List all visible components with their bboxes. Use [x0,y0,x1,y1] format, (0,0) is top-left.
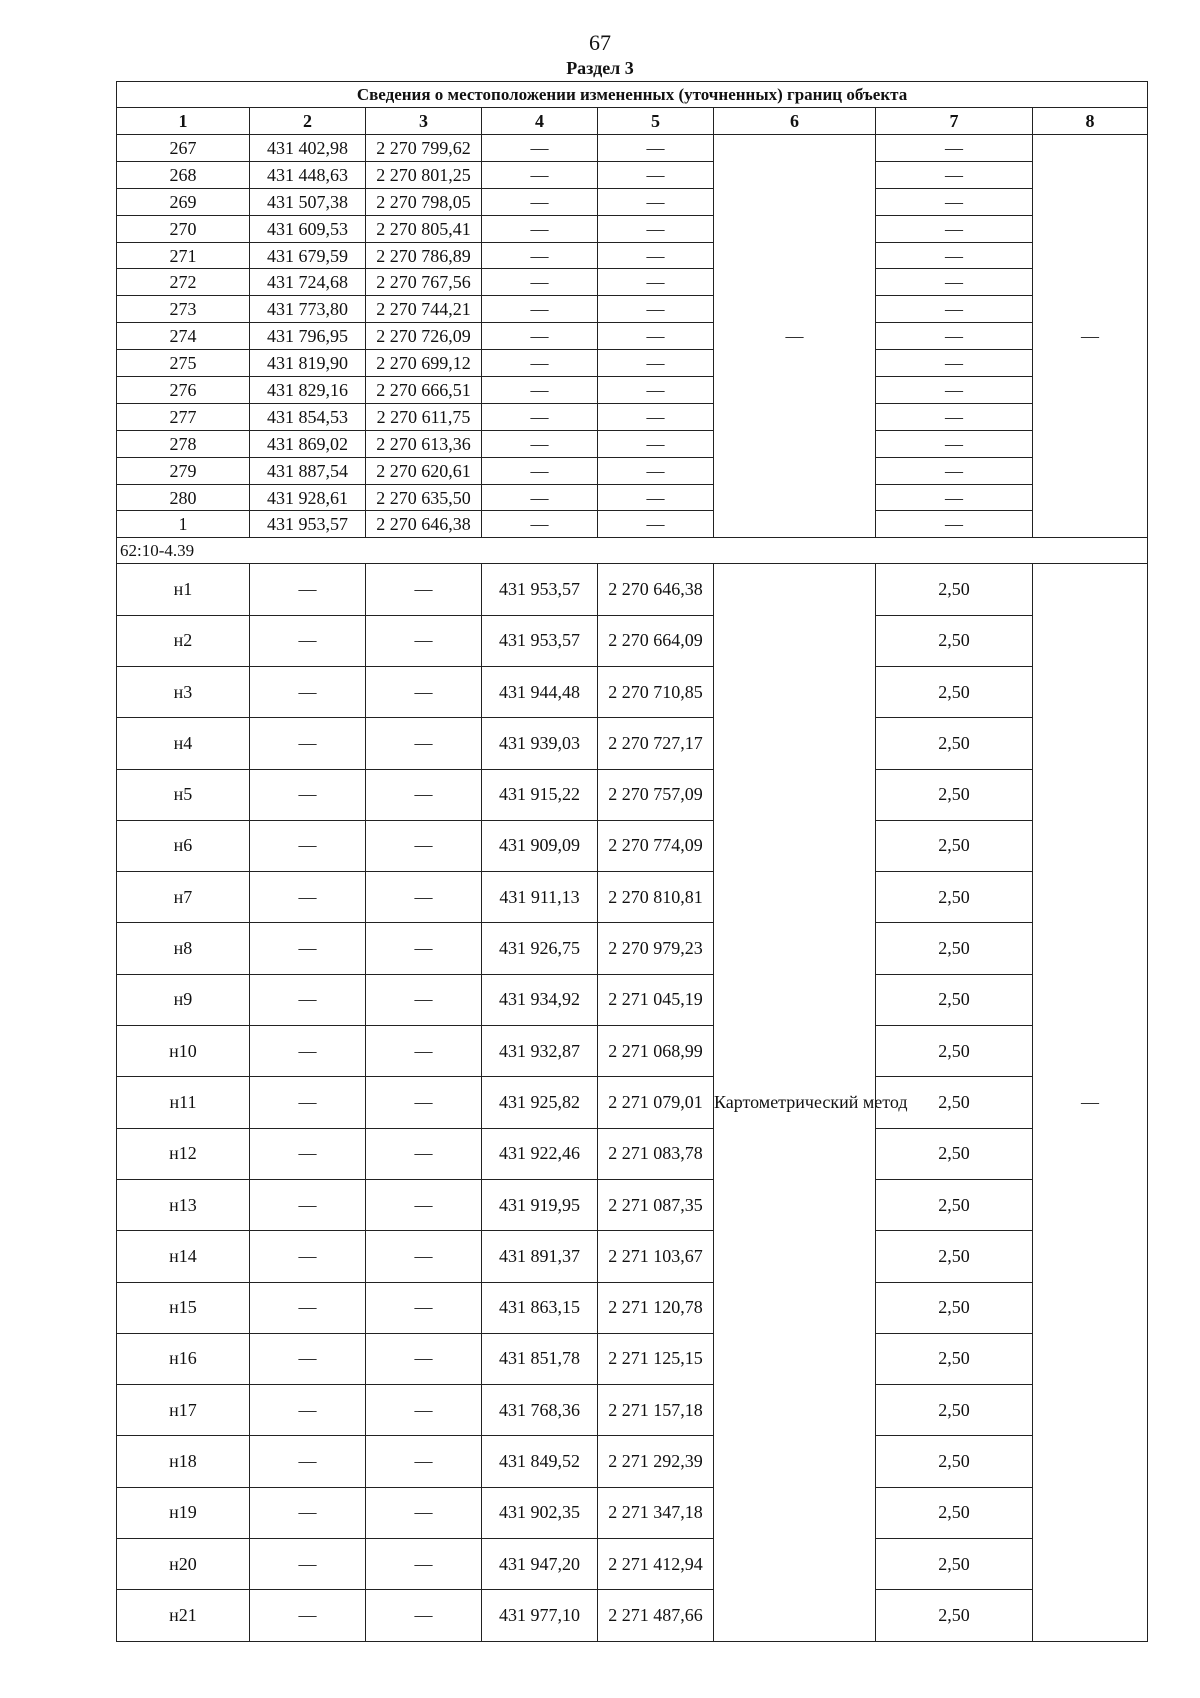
accuracy-cell: — [876,269,1033,296]
point-id-cell: н2 [117,615,250,666]
new-y-cell: — [598,323,714,350]
new-x-cell: 431 926,75 [482,923,598,974]
method-cell: Картометрический метод [714,564,876,1641]
new-x-cell: — [482,135,598,162]
new-x-cell: 431 977,10 [482,1590,598,1641]
new-x-cell: 431 922,46 [482,1128,598,1179]
new-x-cell: 431 925,82 [482,1077,598,1128]
parcel-label: 62:10-4.39 [117,538,1148,564]
table-row [117,1179,1148,1230]
new-y-cell: 2 270 757,09 [598,769,714,820]
point-id-cell: н8 [117,923,250,974]
accuracy-cell: — [876,377,1033,404]
new-y-cell: 2 271 083,78 [598,1128,714,1179]
accuracy-cell: — [876,403,1033,430]
new-y-cell: 2 271 045,19 [598,974,714,1025]
existing-x-cell: — [250,1128,366,1179]
existing-x-cell: — [250,1333,366,1384]
existing-x-cell: 431 854,53 [250,403,366,430]
new-y-cell: — [598,188,714,215]
existing-y-cell: — [366,1539,482,1590]
table-row [117,484,1148,511]
table-row [117,430,1148,457]
existing-x-cell: 431 928,61 [250,484,366,511]
new-y-cell: 2 271 292,39 [598,1436,714,1487]
point-id-cell: н11 [117,1077,250,1128]
point-id-cell: 275 [117,350,250,377]
page-number: 67 [589,30,611,55]
new-x-cell: — [482,269,598,296]
point-id-cell: н4 [117,718,250,769]
existing-x-cell: 431 887,54 [250,457,366,484]
existing-y-cell: — [366,1487,482,1538]
accuracy-cell: 2,50 [876,1026,1033,1077]
existing-y-cell: — [366,718,482,769]
point-id-cell: 279 [117,457,250,484]
new-y-cell: — [598,350,714,377]
new-y-cell: 2 270 810,81 [598,872,714,923]
accuracy-cell: 2,50 [876,564,1033,615]
new-x-cell: — [482,188,598,215]
table-row [117,1539,1148,1590]
column-number: 7 [876,108,1033,135]
point-id-cell: н13 [117,1179,250,1230]
new-x-cell: 431 932,87 [482,1026,598,1077]
existing-y-cell: 2 270 635,50 [366,484,482,511]
accuracy-cell: 2,50 [876,666,1033,717]
point-id-cell: н3 [117,666,250,717]
existing-y-cell: — [366,872,482,923]
accuracy-cell: — [876,457,1033,484]
new-x-cell: 431 863,15 [482,1282,598,1333]
table-row [117,1590,1148,1641]
accuracy-cell: 2,50 [876,1436,1033,1487]
existing-y-cell: — [366,1333,482,1384]
existing-x-cell: — [250,974,366,1025]
table-row [117,161,1148,188]
accuracy-cell: 2,50 [876,1179,1033,1230]
new-y-cell: — [598,296,714,323]
table-row [117,242,1148,269]
new-y-cell: 2 270 774,09 [598,820,714,871]
column-number: 5 [598,108,714,135]
existing-y-cell: 2 270 744,21 [366,296,482,323]
section-title: Раздел 3 [566,58,634,78]
point-id-cell: н18 [117,1436,250,1487]
new-x-cell: 431 915,22 [482,769,598,820]
table-row [117,1231,1148,1282]
existing-y-cell: 2 270 699,12 [366,350,482,377]
new-y-cell: 2 270 710,85 [598,666,714,717]
existing-x-cell: 431 448,63 [250,161,366,188]
point-id-cell: н19 [117,1487,250,1538]
new-y-cell: 2 270 979,23 [598,923,714,974]
existing-x-cell: 431 869,02 [250,430,366,457]
new-y-cell: — [598,135,714,162]
existing-y-cell: — [366,923,482,974]
accuracy-cell: — [876,215,1033,242]
new-x-cell: 431 849,52 [482,1436,598,1487]
accuracy-cell: — [876,242,1033,269]
point-id-cell: н5 [117,769,250,820]
table-row [117,718,1148,769]
new-y-cell: — [598,242,714,269]
new-y-cell: — [598,215,714,242]
point-id-cell: 270 [117,215,250,242]
existing-x-cell: — [250,1282,366,1333]
description-cell: — [1033,564,1148,1641]
new-y-cell: 2 271 412,94 [598,1539,714,1590]
accuracy-cell: — [876,161,1033,188]
existing-x-cell: — [250,872,366,923]
existing-x-cell: — [250,1026,366,1077]
accuracy-cell: 2,50 [876,1128,1033,1179]
new-y-cell: — [598,457,714,484]
table-row [117,135,1148,162]
existing-y-cell: — [366,615,482,666]
existing-y-cell: 2 270 666,51 [366,377,482,404]
table-row [117,1026,1148,1077]
existing-x-cell: 431 819,90 [250,350,366,377]
existing-x-cell: 431 953,57 [250,511,366,538]
new-x-cell: 431 911,13 [482,872,598,923]
point-id-cell: 272 [117,269,250,296]
table-row [117,511,1148,538]
accuracy-cell: — [876,484,1033,511]
point-id-cell: 271 [117,242,250,269]
existing-x-cell: 431 609,53 [250,215,366,242]
accuracy-cell: 2,50 [876,820,1033,871]
accuracy-cell: — [876,511,1033,538]
existing-x-cell: — [250,1077,366,1128]
accuracy-cell: 2,50 [876,1333,1033,1384]
point-id-cell: н14 [117,1231,250,1282]
point-id-cell: н15 [117,1282,250,1333]
new-x-cell: 431 768,36 [482,1385,598,1436]
table-row [117,923,1148,974]
method-cell: — [714,135,876,538]
new-x-cell: — [482,484,598,511]
new-x-cell: 431 891,37 [482,1231,598,1282]
table-row [117,1128,1148,1179]
table-row [117,872,1148,923]
point-id-cell: н17 [117,1385,250,1436]
existing-x-cell: 431 507,38 [250,188,366,215]
existing-x-cell: — [250,923,366,974]
accuracy-cell: — [876,430,1033,457]
existing-y-cell: 2 270 798,05 [366,188,482,215]
point-id-cell: н16 [117,1333,250,1384]
existing-x-cell: — [250,1179,366,1230]
existing-y-cell: 2 270 805,41 [366,215,482,242]
new-x-cell: 431 919,95 [482,1179,598,1230]
accuracy-cell: 2,50 [876,1385,1033,1436]
table-row [117,403,1148,430]
accuracy-cell: 2,50 [876,923,1033,974]
new-y-cell: — [598,484,714,511]
new-x-cell: — [482,242,598,269]
existing-x-cell: — [250,820,366,871]
table-row [117,296,1148,323]
table-row [117,188,1148,215]
table-row [117,323,1148,350]
table-row [117,1385,1148,1436]
column-number: 8 [1033,108,1148,135]
point-id-cell: 269 [117,188,250,215]
point-id-cell: н7 [117,872,250,923]
new-x-cell: — [482,403,598,430]
accuracy-cell: — [876,188,1033,215]
new-x-cell: — [482,350,598,377]
accuracy-cell: 2,50 [876,718,1033,769]
existing-y-cell: 2 270 799,62 [366,135,482,162]
accuracy-cell: 2,50 [876,974,1033,1025]
accuracy-cell: — [876,323,1033,350]
existing-x-cell: 431 679,59 [250,242,366,269]
point-id-cell: 1 [117,511,250,538]
existing-y-cell: — [366,820,482,871]
existing-y-cell: 2 270 767,56 [366,269,482,296]
table-row [117,1077,1148,1128]
new-y-cell: 2 271 068,99 [598,1026,714,1077]
existing-y-cell: 2 270 801,25 [366,161,482,188]
new-y-cell: 2 270 646,38 [598,564,714,615]
new-x-cell: 431 953,57 [482,615,598,666]
new-y-cell: 2 270 664,09 [598,615,714,666]
point-id-cell: 276 [117,377,250,404]
accuracy-cell: — [876,350,1033,377]
existing-y-cell: 2 270 613,36 [366,430,482,457]
point-id-cell: 277 [117,403,250,430]
new-y-cell: 2 271 079,01 [598,1077,714,1128]
new-x-cell: 431 851,78 [482,1333,598,1384]
point-id-cell: н21 [117,1590,250,1641]
new-y-cell: 2 271 087,35 [598,1179,714,1230]
accuracy-cell: 2,50 [876,1539,1033,1590]
existing-y-cell: 2 270 726,09 [366,323,482,350]
point-id-cell: 280 [117,484,250,511]
new-x-cell: 431 947,20 [482,1539,598,1590]
table-row [117,769,1148,820]
new-x-cell: — [482,323,598,350]
new-y-cell: 2 271 487,66 [598,1590,714,1641]
table-row [117,615,1148,666]
point-id-cell: н12 [117,1128,250,1179]
point-id-cell: 278 [117,430,250,457]
point-id-cell: н9 [117,974,250,1025]
new-y-cell: 2 271 125,15 [598,1333,714,1384]
existing-x-cell: — [250,1590,366,1641]
new-y-cell: — [598,269,714,296]
new-x-cell: — [482,377,598,404]
point-id-cell: 274 [117,323,250,350]
point-id-cell: н6 [117,820,250,871]
new-y-cell: 2 271 347,18 [598,1487,714,1538]
existing-y-cell: — [366,974,482,1025]
table-row [117,1436,1148,1487]
new-x-cell: 431 944,48 [482,666,598,717]
new-y-cell: — [598,377,714,404]
new-x-cell: 431 902,35 [482,1487,598,1538]
column-number: 4 [482,108,598,135]
accuracy-cell: 2,50 [876,769,1033,820]
table-row [117,974,1148,1025]
boundary-table [116,81,1148,1642]
existing-y-cell: — [366,1179,482,1230]
existing-x-cell: — [250,1436,366,1487]
parcel-row [117,538,1148,564]
accuracy-cell: 2,50 [876,615,1033,666]
new-x-cell: — [482,161,598,188]
new-x-cell: 431 939,03 [482,718,598,769]
new-y-cell: 2 271 120,78 [598,1282,714,1333]
point-id-cell: н10 [117,1026,250,1077]
table-row [117,350,1148,377]
table-caption: Сведения о местоположении измененных (уточненных) границ объекта [117,82,1148,108]
new-x-cell: — [482,296,598,323]
accuracy-cell: — [876,296,1033,323]
accuracy-cell: — [876,135,1033,162]
table-row [117,1333,1148,1384]
point-id-cell: 268 [117,161,250,188]
column-number: 2 [250,108,366,135]
new-x-cell: — [482,215,598,242]
existing-x-cell: — [250,666,366,717]
existing-x-cell: — [250,1385,366,1436]
new-y-cell: — [598,403,714,430]
table-row [117,269,1148,296]
existing-y-cell: — [366,1436,482,1487]
existing-x-cell: — [250,769,366,820]
table-row [117,377,1148,404]
new-x-cell: — [482,430,598,457]
existing-y-cell: — [366,1231,482,1282]
existing-y-cell: 2 270 611,75 [366,403,482,430]
column-number: 3 [366,108,482,135]
existing-y-cell: — [366,666,482,717]
existing-y-cell: — [366,769,482,820]
existing-x-cell: 431 829,16 [250,377,366,404]
existing-y-cell: — [366,1282,482,1333]
existing-x-cell: — [250,1539,366,1590]
new-x-cell: 431 953,57 [482,564,598,615]
accuracy-cell: 2,50 [876,1282,1033,1333]
existing-y-cell: — [366,1077,482,1128]
new-y-cell: — [598,430,714,457]
existing-x-cell: 431 796,95 [250,323,366,350]
new-y-cell: 2 271 157,18 [598,1385,714,1436]
new-y-cell: — [598,511,714,538]
table-row [117,1487,1148,1538]
accuracy-cell: 2,50 [876,1231,1033,1282]
column-number: 1 [117,108,250,135]
point-id-cell: н20 [117,1539,250,1590]
new-y-cell: 2 270 727,17 [598,718,714,769]
existing-y-cell: — [366,1128,482,1179]
table-row [117,215,1148,242]
accuracy-cell: 2,50 [876,872,1033,923]
existing-y-cell: — [366,564,482,615]
point-id-cell: 273 [117,296,250,323]
existing-x-cell: 431 402,98 [250,135,366,162]
point-id-cell: 267 [117,135,250,162]
new-y-cell: 2 271 103,67 [598,1231,714,1282]
existing-x-cell: — [250,564,366,615]
existing-y-cell: 2 270 620,61 [366,457,482,484]
table-row [117,1282,1148,1333]
table-row [117,666,1148,717]
description-cell: — [1033,135,1148,538]
existing-x-cell: — [250,1487,366,1538]
existing-x-cell: — [250,718,366,769]
existing-y-cell: — [366,1385,482,1436]
accuracy-cell: 2,50 [876,1077,1033,1128]
existing-x-cell: 431 724,68 [250,269,366,296]
table-row [117,564,1148,615]
table-row [117,457,1148,484]
table-row [117,820,1148,871]
existing-x-cell: — [250,1231,366,1282]
existing-y-cell: 2 270 786,89 [366,242,482,269]
column-number: 6 [714,108,876,135]
accuracy-cell: 2,50 [876,1487,1033,1538]
existing-x-cell: 431 773,80 [250,296,366,323]
new-y-cell: — [598,161,714,188]
existing-x-cell: — [250,615,366,666]
existing-y-cell: — [366,1590,482,1641]
existing-y-cell: — [366,1026,482,1077]
new-x-cell: 431 909,09 [482,820,598,871]
accuracy-cell: 2,50 [876,1590,1033,1641]
new-x-cell: 431 934,92 [482,974,598,1025]
new-x-cell: — [482,457,598,484]
existing-y-cell: 2 270 646,38 [366,511,482,538]
new-x-cell: — [482,511,598,538]
point-id-cell: н1 [117,564,250,615]
